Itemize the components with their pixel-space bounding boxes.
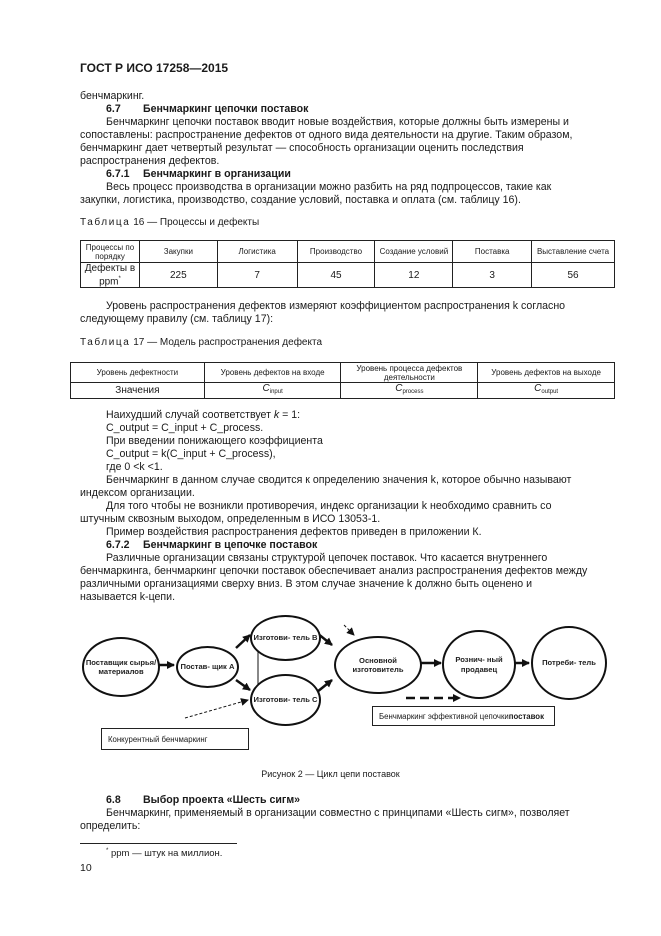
dashed-arrow: [344, 625, 354, 635]
document-header: ГОСТ Р ИСО 17258—2015: [80, 61, 229, 75]
paragraph-line: штучным сквозным выходом, определенным в ИСО 13053-1.: [80, 513, 381, 525]
footnote: * ppm — штук на миллион.: [106, 848, 223, 860]
main-manufacturer-node: Основной изготовитель: [334, 636, 422, 694]
paragraph-line: индексом организации.: [80, 487, 195, 499]
paragraph-line: При введении понижающего коэффициента: [106, 435, 323, 447]
table-header-cell: Уровень дефектности: [71, 363, 205, 383]
paragraph-line: Пример воздействия распространения дефектов приведен в приложении К.: [106, 526, 482, 538]
legend-competitive-benchmarking: Конкурентный бенчмаркинг: [101, 728, 249, 750]
table-cell: 3: [453, 263, 532, 288]
page-number: 10: [80, 862, 92, 874]
section-6-7-2-number: 6.7.2: [106, 539, 130, 551]
table-17-caption: Таблица 17 — Модель распространения дефекта: [80, 337, 323, 348]
paragraph-line: Бенчмаркинг, применяемый в организации совместно с принципами «Шесть сигм», позволяет: [106, 807, 570, 819]
section-6-7-1-title: Бенчмаркинг в организации: [143, 168, 291, 180]
table-cell: 56: [532, 263, 615, 288]
table-row-label: Дефекты в ppm*: [81, 263, 140, 288]
table-header-cell: Уровень дефектов на выходе: [478, 363, 615, 383]
table-cell: 12: [375, 263, 453, 288]
table-cell: Логистика: [217, 241, 297, 263]
section-6-7-title: Бенчмаркинг цепочки поставок: [143, 103, 309, 115]
table-cell: 45: [297, 263, 375, 288]
table-cell: $C_{process}$: [341, 383, 478, 399]
paragraph-line: Весь процесс производства в организации можно разбить на ряд подпроцессов, такие как: [106, 181, 552, 193]
table-cell: Производство: [297, 241, 375, 263]
paragraph-line: различными организациями сверху вниз. В этом случае значение k должно быть оценено и: [80, 578, 533, 590]
figure-2-caption: Рисунок 2 — Цикл цепи поставок: [261, 769, 400, 779]
flow-arrow: [236, 635, 250, 648]
worst-case-line: Наихудший случай соответствует k = 1:: [106, 409, 301, 421]
formula-3: где 0 <k <1.: [106, 461, 163, 473]
paragraph-line: Различные организации связаны структурой цепочек поставок. Что касается внутреннего: [106, 552, 548, 564]
manufacturer-b-node: Изготови- тель В: [250, 615, 321, 661]
consumer-node: Потреби- тель: [531, 626, 607, 700]
paragraph-line: бенчмаркинга, бенчмаркинг цепочки поставок обеспечивает анализ распространения дефектов между: [80, 565, 588, 577]
section-6-7-number: 6.7: [106, 103, 121, 115]
table-17: [70, 362, 615, 399]
paragraph-line: бенчмаркинг дает четвертый результат — способность организации оценить последствия: [80, 142, 524, 154]
table-cell: Поставка: [453, 241, 532, 263]
manufacturer-c-node: Изготови- тель С: [250, 674, 321, 726]
formula-2: C_output = k(C_input + C_process),: [106, 448, 276, 460]
table-cell: Закупки: [139, 241, 217, 263]
table-cell: 7: [217, 263, 297, 288]
paragraph-line: распространения дефектов.: [80, 155, 220, 167]
retailer-node: Рознич- ный продавец: [442, 630, 516, 699]
table-cell: $C_{input}$: [204, 383, 341, 399]
paragraph-line: Бенчмаркинг в данном случае сводится к определению значения k, которое обычно называют: [106, 474, 572, 486]
paragraph-line: следующему правилу (см. таблицу 17):: [80, 313, 274, 325]
table-16: [80, 240, 615, 288]
paragraph-start: бенчмаркинг.: [80, 90, 145, 102]
paragraph-line: определить:: [80, 820, 141, 832]
flow-arrow: [317, 680, 332, 692]
section-6-8-number: 6.8: [106, 794, 121, 806]
table-cell: $C_{output}$: [478, 383, 615, 399]
table-16-caption: Таблица 16 — Процессы и дефекты: [80, 217, 260, 228]
paragraph-line: Уровень распространения дефектов измеряют коэффициентом распространения k согласно: [106, 300, 566, 312]
table-header-cell: Уровень дефектов на входе: [204, 363, 341, 383]
paragraph-line: Бенчмаркинг цепочки поставок вводит новые воздействия, которые должны быть измерены и: [106, 116, 569, 128]
supplier-a-node: Постав- щик А: [176, 646, 239, 688]
footnote-divider: [80, 843, 237, 844]
section-6-7-1-number: 6.7.1: [106, 168, 130, 180]
paragraph-line: Для того чтобы не возникли противоречия, индекс организации k необходимо сравнить со: [106, 500, 552, 512]
dashed-arrow: [185, 700, 248, 718]
table-cell: Создание условий: [375, 241, 453, 263]
table-cell: Выставление счета: [532, 241, 615, 263]
table-row-label: Значения: [71, 383, 205, 399]
section-6-7-2-title: Бенчмаркинг в цепочке поставок: [143, 539, 318, 551]
formula-1: C_output = C_input + C_process.: [106, 422, 264, 434]
supplier-node: Поставщик сырья/ материалов: [82, 637, 160, 697]
table-cell: 225: [139, 263, 217, 288]
table-header-cell: Уровень процесса дефектов деятельности: [341, 363, 478, 383]
table-cell: Процессы по порядку: [81, 241, 140, 263]
section-6-8-title: Выбор проекта «Шесть сигм»: [143, 794, 301, 806]
paragraph-line: закупки, логистика, производство, создание условий, поставка и оплата (см. таблицу 16).: [80, 194, 521, 206]
legend-efficient-chain-benchmarking: Бенчмаркинг эффективной цепочки поставок: [372, 706, 555, 726]
paragraph-line: называется k-цепи.: [80, 591, 176, 603]
paragraph-line: сопоставлены: распространение дефектов от одного вида деятельности на другие. Таким образом,: [80, 129, 573, 141]
flow-arrow: [236, 680, 250, 690]
